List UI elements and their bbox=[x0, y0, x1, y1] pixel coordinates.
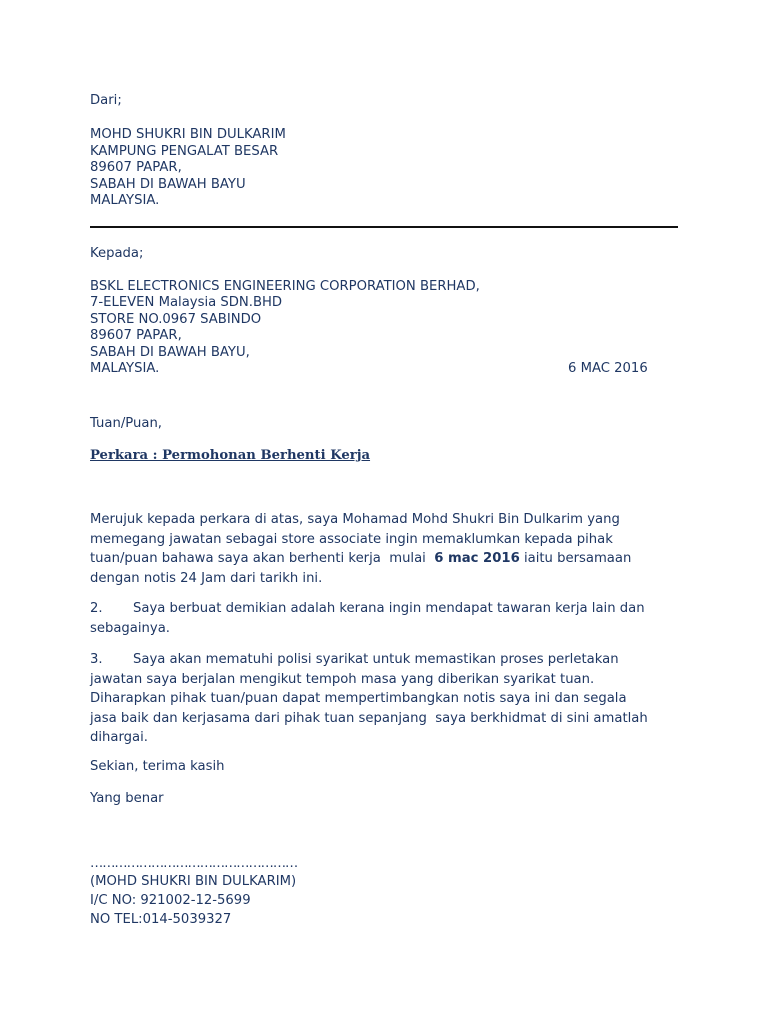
paragraph-line bbox=[90, 650, 680, 670]
paragraph-text: Saya berbuat demikian adalah kerana ingin mendapat tawaran kerja lain dan bbox=[133, 601, 645, 616]
recipient-address-line: 89607 PAPAR, bbox=[90, 328, 182, 343]
recipient-address-line: 7-ELEVEN Malaysia SDN.BHD bbox=[90, 295, 283, 310]
paragraph-text: Saya akan mematuhi polisi syarikat untuk memastikan proses perletakan bbox=[133, 652, 619, 667]
sender-address-line: 89607 PAPAR, bbox=[90, 160, 182, 175]
recipient-company: BSKL ELECTRONICS ENGINEERING CORPORATION BERHAD, bbox=[90, 279, 480, 294]
paragraph-line: dihargai. bbox=[90, 730, 148, 745]
body-paragraph-1 bbox=[90, 510, 680, 588]
paragraph-line: jawatan saya berjalan mengikut tempoh masa yang diberikan syarikat tuan. bbox=[90, 671, 595, 687]
body-paragraph-3 bbox=[90, 650, 680, 748]
divider-line bbox=[90, 226, 678, 228]
paragraph-line: sebagainya. bbox=[90, 620, 170, 636]
sender-heading: Dari; bbox=[90, 93, 122, 108]
paragraph-number: 2. bbox=[90, 601, 103, 616]
closing-thanks: Sekian, terima kasih bbox=[90, 759, 225, 774]
paragraph-number: 3. bbox=[90, 652, 103, 667]
phone-number: NO TEL:014-5039327 bbox=[90, 912, 232, 927]
recipient-heading: Kepada; bbox=[90, 246, 144, 261]
sender-address-line: SABAH DI BAWAH BAYU bbox=[90, 177, 246, 192]
paragraph-line: dengan notis 24 Jam dari tarikh ini. bbox=[90, 570, 323, 586]
sender-address-line: KAMPUNG PENGALAT BESAR bbox=[90, 144, 279, 159]
paragraph-line: jasa baik dan kerjasama dari pihak tuan sepanjang saya berkhidmat di sini amatlah bbox=[90, 710, 648, 726]
salutation: Tuan/Puan, bbox=[90, 416, 163, 431]
paragraph-line bbox=[90, 599, 680, 619]
paragraph-line: memegang jawatan sebagai store associate ingin memaklumkan kepada pihak bbox=[90, 531, 613, 547]
paragraph-line: Merujuk kepada perkara di atas, saya Mohamad Mohd Shukri Bin Dulkarim yang bbox=[90, 512, 620, 527]
sender-name: MOHD SHUKRI BIN DULKARIM bbox=[90, 127, 286, 142]
paragraph-line: Diharapkan pihak tuan/puan dapat mempertimbangkan notis saya ini dan segala bbox=[90, 691, 627, 706]
paragraph-text: iaitu bersamaan bbox=[519, 551, 632, 566]
signature-line: …………………………………………… bbox=[90, 856, 298, 871]
sender-address-line: MALAYSIA. bbox=[90, 193, 160, 208]
paragraph-text: tuan/puan bahawa saya akan berhenti kerja mulai bbox=[90, 551, 435, 566]
letter-date: 6 MAC 2016 bbox=[568, 361, 648, 376]
ic-number: I/C NO: 921002-12-5699 bbox=[90, 893, 251, 908]
paragraph-line bbox=[90, 549, 680, 569]
resignation-date-highlight: 6 mac 2016 bbox=[434, 551, 520, 566]
recipient-address-line: MALAYSIA. bbox=[90, 361, 160, 376]
recipient-address-line: SABAH DI BAWAH BAYU, bbox=[90, 345, 250, 360]
body-paragraph-2 bbox=[90, 599, 680, 638]
signatory-name: (MOHD SHUKRI BIN DULKARIM) bbox=[90, 874, 297, 889]
subject-line: Perkara : Permohonan Berhenti Kerja bbox=[90, 448, 371, 463]
recipient-address-line: STORE NO.0967 SABINDO bbox=[90, 312, 262, 327]
closing-sign-off: Yang benar bbox=[90, 791, 164, 806]
